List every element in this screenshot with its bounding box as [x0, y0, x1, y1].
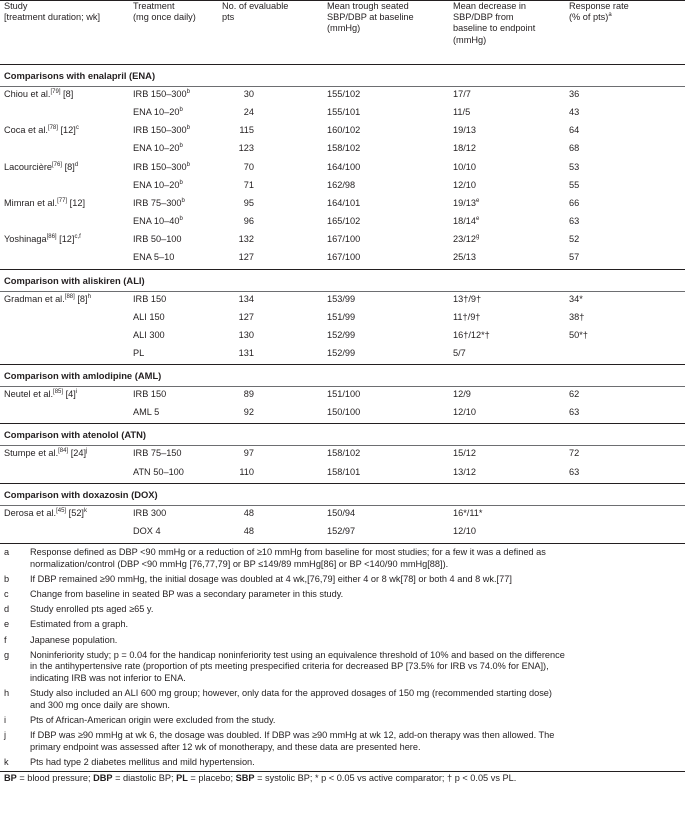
mean-decrease-cell: 11/5	[453, 107, 471, 118]
abbreviation-term: SBP	[235, 773, 255, 784]
header-baseline-bp: Mean trough seated SBP/DBP at baseline (mmHg)	[327, 1, 414, 34]
reference-superscript: [45]	[56, 507, 67, 514]
mean-decrease-cell: 12/9	[453, 389, 471, 400]
treatment-cell: ATN 50–100	[133, 466, 184, 477]
table-row	[0, 159, 685, 177]
table-header	[0, 0, 685, 64]
table-row	[0, 122, 685, 140]
response-rate-cell: 68	[569, 143, 580, 154]
section-title: Comparison with amlodipine (AML)	[4, 370, 162, 382]
treatment-cell: DOX 4	[133, 525, 161, 536]
footnote-line: If DBP was ≥90 mmHg at wk 6, the dosage was doubled. If DBP was ≥90 mmHg at wk 12, add-on therapy was then allowed. The	[30, 730, 555, 741]
baseline-bp-cell: 151/100	[327, 389, 361, 400]
reference-superscript: [76]	[52, 161, 63, 168]
footnote-superscript: b	[179, 143, 183, 150]
abbreviation-definition: = blood pressure;	[16, 773, 94, 784]
response-rate-cell: 63	[569, 407, 580, 418]
baseline-bp-cell: 158/102	[327, 448, 361, 459]
baseline-bp-cell: 152/99	[327, 329, 356, 340]
mean-decrease-cell: 18/12	[453, 143, 476, 154]
treatment-cell: IRB 150	[133, 389, 167, 400]
response-rate-cell: 72	[569, 448, 580, 459]
abbreviation-term: PL	[176, 773, 188, 784]
footnote-superscript: b	[186, 161, 190, 168]
baseline-bp-cell: 164/100	[327, 161, 361, 172]
table-row	[0, 309, 685, 327]
footnote-line: in the antihypertensive rate (proportion of pts meeting prespecified criteria for decreased BP [73.5% for IRB vs 74.0% for ENA]),	[30, 661, 549, 672]
baseline-bp-cell: 164/101	[327, 197, 361, 208]
evaluable-pts-cell: 89	[243, 389, 254, 400]
treatment-cell: IRB 75–300$^b$	[133, 197, 185, 208]
mean-decrease-cell: 18/14e	[453, 215, 480, 227]
table-row	[0, 345, 685, 363]
response-rate-cell: 66	[569, 197, 580, 208]
mean-decrease-cell: 23/12$^g$	[453, 234, 480, 245]
evaluable-pts-cell: 96	[243, 216, 254, 227]
baseline-bp-cell: 153/99	[327, 293, 356, 304]
mean-decrease-cell: 12/10	[453, 407, 476, 418]
footnote-superscript: b	[179, 179, 183, 186]
table-row	[0, 291, 685, 309]
mean-decrease-cell: 16†/12*†	[453, 329, 490, 340]
reference-superscript: [85]	[53, 389, 64, 396]
footnote-superscript: b	[179, 215, 183, 222]
footnote-line: If DBP remained ≥90 mmHg, the initial dosage was doubled at 4 wk,[76,79] either 4 or 8 wk[78] or both 4 and 8 wk.[77]	[30, 573, 512, 584]
treatment-cell: ALI 150	[133, 311, 165, 322]
reference-superscript: [86]	[46, 234, 57, 241]
study-cell: Mimran et al.[77] [12]	[4, 197, 86, 208]
reference-superscript: [77]	[57, 197, 68, 204]
footnote-line: Study also included an ALI 600 mg group; however, only data for the approved dosages of 150 mg (recommended starting dose)	[30, 688, 552, 699]
treatment-cell: ALI 300	[133, 329, 165, 340]
study-cell: Neutel et al.[85] $[4]^i$	[4, 389, 78, 400]
evaluable-pts-cell: 127	[238, 252, 254, 263]
footnote-key: g	[4, 649, 10, 660]
footnote-superscript: c,f	[74, 234, 81, 241]
table-row	[0, 140, 685, 158]
evaluable-pts-cell: 123	[238, 143, 254, 154]
evaluable-pts-cell: 48	[243, 507, 254, 518]
evaluable-pts-cell: 95	[243, 197, 254, 208]
footnote-superscript: k	[84, 507, 87, 514]
header-study: Study [treatment duration; wk]	[4, 1, 101, 23]
footnote-line: and 300 mg once daily are shown.	[30, 699, 170, 710]
footnote-key: f	[4, 634, 7, 645]
response-rate-cell: 38†	[569, 311, 585, 322]
footnote-line: Pts had type 2 diabetes mellitus and mild hypertension.	[30, 757, 255, 767]
footnote-key: b	[4, 573, 10, 584]
evaluable-pts-cell: 115	[239, 125, 254, 136]
footnote-line: normalization/control (DBP <90 mmHg [76,77,79] or BP ≤149/89 mmHg[86] or BP <140/90 mmHg[88]).	[30, 558, 449, 569]
footnote-text	[30, 757, 670, 769]
table-row	[0, 249, 685, 267]
table-row	[0, 505, 685, 523]
footnote-key: i	[4, 715, 7, 725]
abbreviation-definition: = diastolic BP;	[112, 773, 177, 784]
footnote-superscript: b	[179, 107, 183, 114]
treatment-cell: IRB 150–300$^b$	[133, 88, 190, 99]
header-treatment: Treatment (mg once daily)	[133, 1, 196, 23]
footnote-line: Noninferiority study; p = 0.04 for the handicap noninferiority test using an equivalence threshold of 10% and based on the difference	[30, 649, 565, 660]
table-row	[0, 195, 685, 213]
header-evaluable-pts: No. of evaluable pts	[222, 1, 289, 23]
abbreviation-term: BP	[4, 773, 17, 784]
section-title: Comparison with aliskiren (ALI)	[4, 274, 145, 286]
response-rate-cell: 63	[569, 216, 580, 227]
baseline-bp-cell: 150/100	[327, 407, 361, 418]
baseline-bp-cell: 158/102	[327, 143, 361, 154]
footnote-line: Japanese population.	[30, 634, 118, 645]
study-cell: Coca et al.[78] $[12]^c$	[4, 125, 79, 136]
footnote-text	[30, 688, 670, 711]
header-rule	[0, 64, 685, 65]
footnote-superscript: g	[476, 234, 480, 241]
mean-decrease-cell: 5/7	[453, 347, 466, 358]
response-rate-cell: 53	[569, 161, 580, 172]
table-row	[0, 231, 685, 249]
baseline-bp-cell: 152/99	[327, 347, 356, 358]
section-rule	[0, 423, 685, 424]
table-row	[0, 213, 685, 231]
treatment-cell: IRB 150	[133, 293, 167, 304]
footnote-superscript: e	[476, 197, 480, 204]
abbreviation-term: DBP	[93, 773, 113, 784]
footnote-line: Estimated from a graph.	[30, 619, 129, 630]
study-cell: Chiou et al.[79] [8]	[4, 88, 74, 99]
mean-decrease-cell: 19/13e	[453, 197, 480, 208]
footnote-text	[30, 589, 670, 601]
mean-decrease-cell: 25/13	[453, 252, 476, 263]
table-row	[0, 386, 685, 404]
response-rate-cell: 57	[569, 252, 580, 263]
reference-superscript: [84]	[58, 448, 69, 455]
treatment-cell: IRB 75–150	[133, 448, 182, 459]
footnote-key: k	[4, 757, 9, 767]
bottom-rule	[0, 771, 685, 772]
table-row	[0, 404, 685, 422]
section-title: Comparison with doxazosin (DOX)	[4, 488, 158, 500]
treatment-cell: ENA 5–10	[133, 252, 175, 263]
footnote-text	[30, 635, 670, 647]
abbreviation-definition: = placebo;	[187, 773, 236, 784]
mean-decrease-cell: 10/10	[453, 161, 476, 172]
mean-decrease-cell: 17/7	[453, 89, 471, 99]
footnote-text	[30, 574, 670, 586]
reference-superscript: [78]	[47, 125, 58, 132]
table-row	[0, 327, 685, 345]
body-bottom-rule	[0, 543, 685, 544]
study-cell: Stumpe et al.[84] $[24]^j$	[4, 448, 88, 459]
evaluable-pts-cell: 127	[238, 311, 254, 322]
section-title: Comparison with atenolol (ATN)	[4, 429, 147, 441]
footnote-line: Study enrolled pts aged ≥65 y.	[30, 604, 154, 615]
footnote-text	[30, 619, 670, 631]
top-rule	[0, 0, 685, 1]
footnote-line: Response defined as DBP <90 mmHg or a reduction of ≥10 mmHg from baseline for most studies; for a few it was a defined as	[30, 547, 546, 557]
footnote-superscript: d	[74, 161, 79, 168]
baseline-bp-cell: 152/97	[327, 525, 356, 536]
footnote-key: j	[4, 730, 7, 741]
footnote-key: e	[4, 619, 10, 630]
baseline-bp-cell: 167/100	[327, 234, 361, 245]
section-rule	[0, 269, 685, 270]
treatment-cell: ENA 10–20$^b$	[133, 143, 183, 154]
footnote-line: primary endpoint was assessed after 12 wk of monotherapy, and these data are presented here.	[30, 741, 421, 752]
evaluable-pts-cell: 24	[243, 107, 254, 118]
treatment-cell: ENA 10–20$^b$	[133, 107, 183, 118]
footnote-superscript: i	[75, 389, 78, 396]
mean-decrease-cell: 19/13	[453, 125, 476, 136]
footnote-superscript: b	[186, 88, 190, 95]
footnote-line: indicating IRB was not inferior to ENA.	[30, 672, 186, 683]
header-response-rate: Response rate (% of pts)$^a$	[569, 1, 629, 23]
study-cell: Lacourcière[76] $[8]^d$	[4, 161, 79, 172]
study-cell: Derosa et al.[45] $[52]^k$	[4, 507, 87, 518]
treatment-cell: IRB 50–100	[133, 234, 182, 245]
mean-decrease-cell: 13/12	[453, 466, 476, 477]
table-row	[0, 464, 685, 482]
baseline-bp-cell: 155/101	[327, 107, 361, 118]
mean-decrease-cell: 11†/9†	[453, 311, 481, 322]
treatment-cell: AML 5	[133, 407, 160, 418]
table-row	[0, 523, 685, 541]
response-rate-cell: 52	[569, 234, 580, 245]
table-row	[0, 445, 685, 463]
treatment-cell: IRB 150–300$^b$	[133, 161, 190, 172]
study-cell: Yoshinaga[86] $[12]^{c,f}$	[4, 234, 81, 245]
footnote-superscript: c	[75, 125, 79, 132]
table-row	[0, 104, 685, 122]
section-rule	[0, 483, 685, 484]
evaluable-pts-cell: 97	[243, 448, 254, 459]
mean-decrease-cell: 13†/9†	[453, 293, 482, 304]
response-rate-cell: 55	[569, 179, 580, 190]
response-rate-cell: 62	[569, 389, 580, 400]
reference-superscript: [79]	[50, 88, 61, 95]
footnote-key: d	[4, 604, 10, 615]
baseline-bp-cell: 155/102	[327, 89, 361, 99]
footnote-text	[30, 547, 670, 570]
footnote-key: h	[4, 688, 10, 699]
footnote-superscript: b	[186, 125, 190, 132]
footnote-text	[30, 650, 670, 685]
evaluable-pts-cell: 30	[243, 89, 254, 99]
evaluable-pts-cell: 71	[243, 179, 254, 190]
baseline-bp-cell: 162/98	[327, 179, 356, 190]
evaluable-pts-cell: 131	[238, 347, 254, 358]
response-rate-cell: 50*†	[569, 329, 588, 340]
table-row	[0, 86, 685, 104]
treatment-cell: IRB 150–300$^b$	[133, 125, 190, 136]
baseline-bp-cell: 158/101	[327, 466, 361, 477]
abbreviation-definition: = systolic BP; * p < 0.05 vs active comparator; † p < 0.05 vs PL.	[254, 773, 517, 784]
response-rate-cell: 43	[569, 107, 580, 118]
mean-decrease-cell: 15/12	[453, 448, 476, 459]
treatment-cell: ENA 10–40$^b$	[133, 215, 183, 227]
abbreviations-line	[4, 773, 679, 784]
baseline-bp-cell: 167/100	[327, 252, 361, 263]
treatment-cell: ENA 10–20$^b$	[133, 179, 183, 190]
footnote-superscript: b	[181, 197, 185, 204]
footnote-superscript: e	[476, 215, 480, 222]
baseline-bp-cell: 151/99	[327, 311, 356, 322]
footnote-key: a	[4, 547, 10, 557]
evaluable-pts-cell: 70	[243, 161, 254, 172]
evaluable-pts-cell: 134	[238, 293, 254, 304]
footnote-text	[30, 715, 670, 727]
footnote-superscript: j	[86, 448, 88, 455]
header-mean-decrease: Mean decrease in SBP/DBP from baseline to endpoint (mmHg)	[453, 1, 536, 45]
evaluable-pts-cell: 48	[243, 525, 254, 536]
response-rate-cell: 64	[569, 125, 580, 136]
mean-decrease-cell: 12/10	[453, 179, 476, 190]
footnote-line: Change from baseline in seated BP was a secondary parameter in this study.	[30, 589, 344, 599]
evaluable-pts-cell: 92	[243, 407, 254, 418]
footnote-text	[30, 730, 670, 753]
treatment-cell: PL	[133, 347, 145, 358]
baseline-bp-cell: 150/94	[327, 507, 356, 518]
footnote-key: c	[4, 589, 9, 599]
mean-decrease-cell: 12/10	[453, 525, 476, 536]
section-rule	[0, 364, 685, 365]
evaluable-pts-cell: 110	[239, 466, 254, 477]
footnote-text	[30, 604, 670, 616]
study-cell: Gradman et al.[88] $[8]^h$	[4, 293, 91, 304]
response-rate-cell: 34*	[569, 293, 583, 304]
response-rate-cell: 63	[569, 466, 580, 477]
section-title: Comparisons with enalapril (ENA)	[4, 70, 156, 81]
baseline-bp-cell: 160/102	[327, 125, 361, 136]
evaluable-pts-cell: 132	[238, 234, 254, 245]
table-row	[0, 177, 685, 195]
mean-decrease-cell: 16*/11*	[453, 507, 483, 518]
footnote-line: Pts of African-American origin were excluded from the study.	[30, 715, 276, 725]
baseline-bp-cell: 165/102	[327, 216, 361, 227]
reference-superscript: [88]	[64, 293, 75, 300]
treatment-cell: IRB 300	[133, 507, 167, 518]
evaluable-pts-cell: 130	[238, 329, 254, 340]
response-rate-cell: 36	[569, 89, 580, 99]
footnote-superscript: h	[87, 293, 91, 300]
